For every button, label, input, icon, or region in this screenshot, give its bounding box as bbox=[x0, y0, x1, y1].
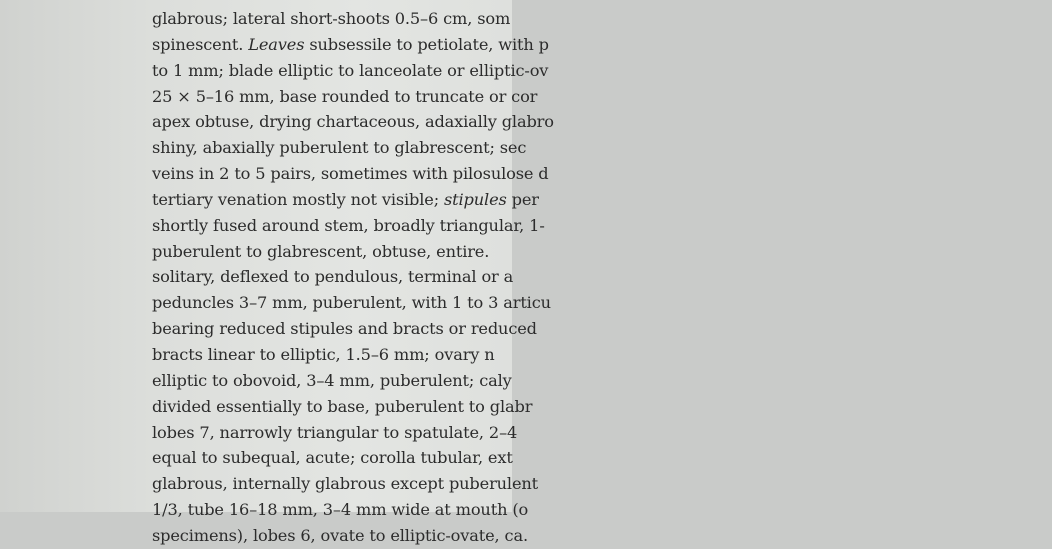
text-run: apex obtuse, drying chartaceous, adaxially glabro bbox=[152, 112, 554, 132]
text-line bbox=[152, 213, 1052, 239]
italic-term: Leaves bbox=[248, 34, 305, 54]
text-line bbox=[152, 161, 1052, 187]
text-run: per bbox=[506, 189, 539, 209]
text-line bbox=[152, 6, 1052, 32]
text-line bbox=[152, 316, 1052, 342]
text-run: subsessile to petiolate, with p bbox=[304, 34, 549, 54]
text-line bbox=[152, 58, 1052, 84]
text-run: glabrous, internally glabrous except puberulent bbox=[152, 474, 539, 494]
text-line bbox=[152, 523, 1052, 549]
text-line bbox=[152, 32, 1052, 58]
text-run: glabrous; lateral short-shoots 0.5–6 cm, som bbox=[152, 9, 511, 28]
text-run: lobes 7, narrowly triangular to spatulate, 2–4 bbox=[152, 422, 518, 442]
text-run: to 1 mm; blade elliptic to lanceolate or elliptic-ov bbox=[152, 60, 549, 80]
text-run: bracts linear to elliptic, 1.5–6 mm; ovary n bbox=[152, 344, 495, 364]
text-run: puberulent to glabrescent, obtuse, entire. bbox=[152, 241, 490, 261]
text-run: solitary, deflexed to pendulous, terminal or a bbox=[152, 267, 514, 287]
text-line bbox=[152, 497, 1052, 523]
body-text bbox=[152, 6, 1052, 549]
text-run: bearing reduced stipules and bracts or reduced bbox=[152, 319, 537, 339]
text-run: shortly fused around stem, broadly triangular, 1- bbox=[152, 215, 545, 235]
text-line bbox=[152, 368, 1052, 394]
text-line bbox=[152, 471, 1052, 497]
text-line bbox=[152, 445, 1052, 471]
text-line bbox=[152, 394, 1052, 420]
text-line bbox=[152, 264, 1052, 290]
text-line bbox=[152, 84, 1052, 110]
text-line bbox=[152, 135, 1052, 161]
text-run: 25 × 5–16 mm, base rounded to truncate or cor bbox=[152, 86, 538, 106]
italic-term: stipules bbox=[444, 189, 507, 209]
text-run: tertiary venation mostly not visible; bbox=[152, 189, 445, 209]
text-line bbox=[152, 290, 1052, 316]
text-line bbox=[152, 187, 1052, 213]
text-run: 1/3, tube 16–18 mm, 3–4 mm wide at mouth (o bbox=[152, 500, 529, 520]
text-run: spinescent. bbox=[152, 34, 249, 54]
text-line bbox=[152, 342, 1052, 368]
text-run: elliptic to obovoid, 3–4 mm, puberulent; caly bbox=[152, 370, 512, 390]
text-run: peduncles 3–7 mm, puberulent, with 1 to 3 articu bbox=[152, 293, 551, 313]
text-run: divided essentially to base, puberulent to glabr bbox=[152, 396, 533, 416]
text-line bbox=[152, 420, 1052, 446]
text-run: veins in 2 to 5 pairs, sometimes with pilosulose d bbox=[152, 164, 549, 184]
text-line bbox=[152, 109, 1052, 135]
text-run: shiny, abaxially puberulent to glabrescent; sec bbox=[152, 138, 527, 158]
text-line bbox=[152, 239, 1052, 265]
text-run: specimens), lobes 6, ovate to elliptic-ovate, ca. bbox=[152, 525, 528, 545]
text-run: equal to subequal, acute; corolla tubular, ext bbox=[152, 448, 513, 468]
